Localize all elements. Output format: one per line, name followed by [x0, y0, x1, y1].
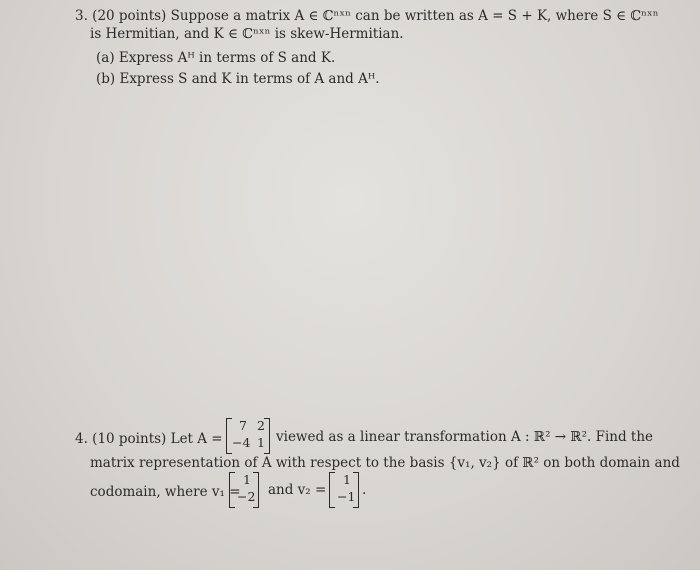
- q4-line-3-mid: and v₂ =: [268, 482, 327, 498]
- q4-line-3-end: .: [362, 482, 367, 498]
- q3-line-1: 3. (20 points) Suppose a matrix A ∈ ℂⁿˣⁿ can be written as A = S + K, where S ∈ ℂⁿˣⁿ: [75, 8, 659, 24]
- matrix-A-cell-11: 7: [239, 418, 247, 433]
- vector-v2: [329, 472, 359, 508]
- matrix-A-cell-12: 2: [257, 418, 265, 433]
- vector-v1: [229, 472, 259, 508]
- vector-v1-left-bracket: [229, 472, 235, 508]
- q4-prefix: 4. (10 points) Let A =: [75, 431, 223, 447]
- vector-v1-entry-2: −2: [237, 489, 256, 504]
- vector-v2-entry-2: −1: [337, 489, 356, 504]
- matrix-A-cell-22: 1: [257, 435, 265, 450]
- vector-v2-right-bracket: [353, 472, 359, 508]
- vector-v2-left-bracket: [329, 472, 335, 508]
- q3-part-b: (b) Express S and K in terms of A and Aᴴ.: [96, 71, 380, 87]
- q4-line-2: matrix representation of A with respect to the basis {v₁, v₂} of ℝ² on both domain and: [90, 455, 680, 471]
- q3-part-a: (a) Express Aᴴ in terms of S and K.: [96, 50, 336, 66]
- q4-line-3-prefix: codomain, where v₁ =: [90, 484, 241, 500]
- matrix-A-right-bracket: [264, 418, 270, 454]
- matrix-A: [226, 418, 270, 454]
- matrix-A-cell-21: −4: [232, 435, 251, 450]
- vector-v2-entry-1: 1: [343, 472, 351, 487]
- q3-line-2: is Hermitian, and K ∈ ℂⁿˣⁿ is skew-Hermitian.: [90, 26, 404, 42]
- q4-line-1-rest: viewed as a linear transformation A : ℝ² → ℝ². Find the: [276, 429, 654, 445]
- vector-v1-right-bracket: [253, 472, 259, 508]
- vector-v1-entry-1: 1: [243, 472, 251, 487]
